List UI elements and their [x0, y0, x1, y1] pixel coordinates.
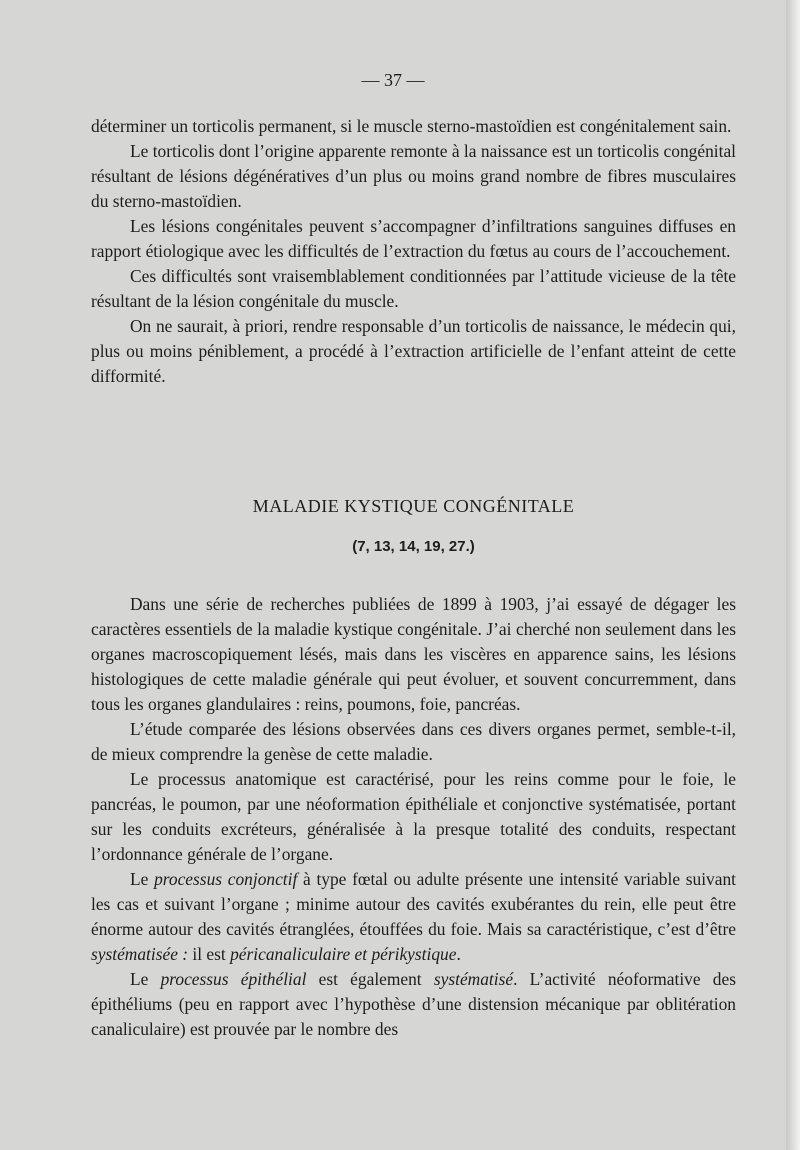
italic-term: processus épithélial — [160, 969, 307, 989]
paragraph: Le processus anatomique est caractérisé, pour les reins comme pour le foie, le pancréas, le poumon, par une néoformation épithéliale et conjonctive systématisée, portant sur les conduits excréteurs, généralisée à la presque totalité des conduits, respectant l’ordonnance générale de l’organe. — [91, 769, 736, 864]
paragraph: L’étude comparée des lésions observées dans ces divers organes permet, semble-t-il, de mieux comprendre la genèse de cette maladie. — [91, 719, 736, 764]
paragraph: déterminer un torticolis permanent, si le muscle sterno-mastoïdien est congénitalement sain. — [91, 116, 732, 136]
paragraph: Ces difficultés sont vraisemblablement conditionnées par l’attitude vicieuse de la tête résultant de la lésion congénitale du muscle. — [91, 266, 736, 311]
italic-term: processus conjonctif — [154, 869, 298, 889]
text-run: Le — [130, 869, 155, 889]
text-block-maladie-kystique — [91, 592, 736, 1042]
text-run: il est — [188, 944, 231, 964]
text-run: . — [456, 944, 461, 964]
text-run: est également — [306, 969, 434, 989]
paragraph: Les lésions congénitales peuvent s’accompagner d’infiltrations sanguines diffuses en rapport étiologique avec les difficultés de l’extraction du fœtus au cours de l’accouchement. — [91, 216, 736, 261]
text-run: . L’activité néoformative des épithéliums (peu en rapport avec l’hypothèse d’une distension mécanique par oblitération canaliculaire) est prouvée par le nombre des — [91, 969, 736, 1039]
paragraph: On ne saurait, à priori, rendre responsable d’un torticolis de naissance, le médecin qui, plus ou moins péniblement, a procédé à l’extraction artificielle de l’enfant atteint de cette difformité. — [91, 316, 736, 386]
section-references: (7, 13, 14, 19, 27.) — [352, 538, 475, 555]
section-heading: MALADIE KYSTIQUE CONGÉNITALE — [252, 496, 575, 516]
text-run: Le — [130, 969, 161, 989]
paragraph — [91, 867, 736, 967]
paragraph — [91, 967, 736, 1042]
page-number: — 37 — — [361, 70, 425, 90]
paragraph: Dans une série de recherches publiées de 1899 à 1903, j’ai essayé de dégager les caractères essentiels de la maladie kystique congénitale. J’ai cherché non seulement dans les organes macroscopiquement lésés, mais dans les viscères en apparence sains, les lésions histologiques de cette maladie générale qui peut évoluer, et souvent concurremment, dans tous les organes glandulaires : reins, poumons, foie, pancréas. — [91, 594, 736, 714]
text-run: à type fœtal ou adulte présente une intensité variable suivant les cas et suivant l’organe ; minime autour des cavités exubérantes du rein, elle peut être énorme autour des cavités étranglées, étouffées du foie. Mais sa caractéristique, c’est d’être — [91, 869, 736, 939]
paragraph: Le torticolis dont l’origine apparente remonte à la naissance est un torticolis congénital résultant de lésions dégénératives d’un plus ou moins grand nombre de fibres musculaires du sterno-mastoïdien. — [91, 141, 736, 211]
page-edge — [786, 0, 800, 1150]
text-block-torticolis — [91, 114, 736, 389]
italic-term: systématisée : — [91, 944, 189, 964]
italic-term: systématisé — [433, 969, 514, 989]
italic-term: péricanaliculaire et périkystique — [230, 944, 457, 964]
